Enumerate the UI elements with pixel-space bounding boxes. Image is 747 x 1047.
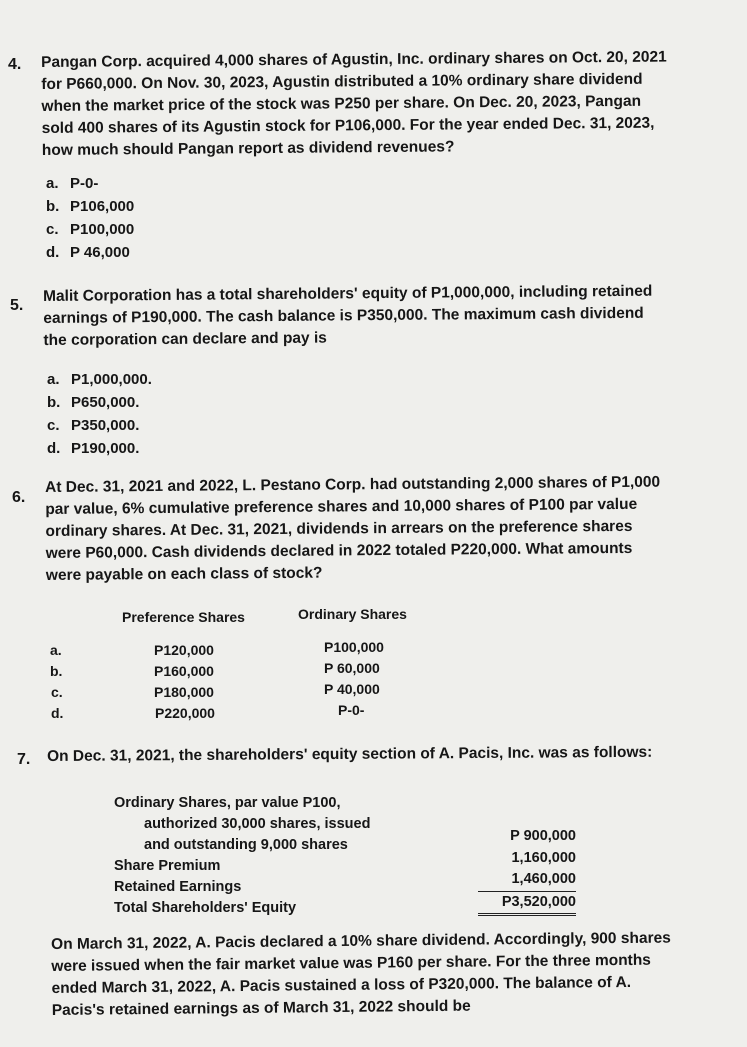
option-c-preference: P180,000 [154,684,214,700]
equity-label: Share Premium [114,858,221,874]
question-line: par value, 6% cumulative preference shares and 10,000 shares of P100 par value [45,495,638,518]
question-line: were issued when the fair market value was P160 per share. For the three months [51,951,651,975]
option-b[interactable]: b. P106,000 [46,198,135,215]
question-line: when the market price of the stock was P250 per share. On Dec. 20, 2023, Pangan [41,92,642,115]
option-d-preference: P220,000 [155,705,215,721]
question-line: how much should Pangan report as dividend revenues? [41,138,455,159]
question-line: ended March 31, 2022, A. Pacis sustained a loss of P320,000. The balance of A. [51,973,632,997]
option-c-letter[interactable]: c. [51,684,63,700]
option-d-letter[interactable]: d. [51,705,64,721]
option-a-preference: P120,000 [154,642,214,658]
question-line: At Dec. 31, 2021 and 2022, L. Pestano Corp. had outstanding 2,000 shares of P1,000 [45,473,661,496]
question-line: Pacis's retained earnings as of March 31, 2022 should be [51,997,471,1019]
equity-amount: P 900,000 [510,828,576,844]
question-line: On Dec. 31, 2021, the shareholders' equity section of A. Pacis, Inc. was as follows: [47,743,653,765]
question-line: the corporation can declare and pay is [43,329,327,349]
question-number: 5. [10,297,24,314]
option-a-ordinary: P100,000 [324,639,384,655]
option-a[interactable]: a. P-0- [46,175,99,192]
question-line: for P660,000. On Nov. 30, 2023, Agustin distributed a 10% ordinary share dividend [41,70,643,93]
options-list [46,172,134,264]
equity-labels [114,793,370,919]
option-b[interactable]: b. P650,000. [47,394,140,411]
equity-amount: 1,460,000 [478,869,576,892]
equity-label: Total Shareholders' Equity [114,900,297,916]
option-c[interactable]: c. P350,000. [47,417,140,434]
equity-amounts [478,826,578,916]
question-line: On March 31, 2022, A. Pacis declared a 10% share dividend. Accordingly, 900 shares [51,929,671,953]
option-d-ordinary: P-0- [338,702,365,718]
equity-label: Ordinary Shares, par value P100, [114,795,341,811]
option-a-letter[interactable]: a. [50,642,62,658]
question-line: sold 400 shares of its Agustin stock for P106,000. For the year ended Dec. 31, 2023, [41,114,655,137]
question-followup [51,928,672,1022]
equity-label: Retained Earnings [114,879,242,895]
question-line: Malit Corporation has a total shareholders' equity of P1,000,000, including retained [43,282,653,305]
question-text [45,472,661,587]
option-d[interactable]: d. P 46,000 [46,244,130,261]
options-list [47,368,152,460]
option-b-preference: P160,000 [154,663,214,679]
question-line: were P60,000. Cash dividends declared in 2022 totaled P220,000. What amounts [45,539,633,562]
equity-amount: 1,160,000 [511,849,576,866]
option-c-ordinary: P 40,000 [324,681,380,697]
option-b-letter[interactable]: b. [50,663,63,679]
column-header-ordinary: Ordinary Shares [298,606,407,622]
option-b-ordinary: P 60,000 [324,660,380,676]
question-line: earnings of P190,000. The cash balance is P350,000. The maximum cash dividend [43,304,644,327]
question-text [43,281,653,352]
option-d[interactable]: d. P190,000. [47,440,140,457]
question-number: 4. [8,56,22,73]
question-line: ordinary shares. At Dec. 31, 2021, dividends in arrears on the preference shares [45,517,633,540]
column-header-preference: Preference Shares [122,609,245,625]
option-a[interactable]: a. P1,000,000. [47,371,152,388]
question-number: 7. [17,751,31,768]
question-number: 6. [12,489,26,506]
question-line: Pangan Corp. acquired 4,000 shares of Agustin, Inc. ordinary shares on Oct. 20, 2021 [41,48,667,71]
equity-total: P3,520,000 [478,892,576,917]
equity-label: authorized 30,000 shares, issued [144,816,371,832]
question-text [47,742,652,768]
equity-label: and outstanding 9,000 shares [144,837,348,853]
option-c[interactable]: c. P100,000 [46,221,135,238]
question-line: were payable on each class of stock? [45,564,323,584]
question-text [41,47,668,162]
